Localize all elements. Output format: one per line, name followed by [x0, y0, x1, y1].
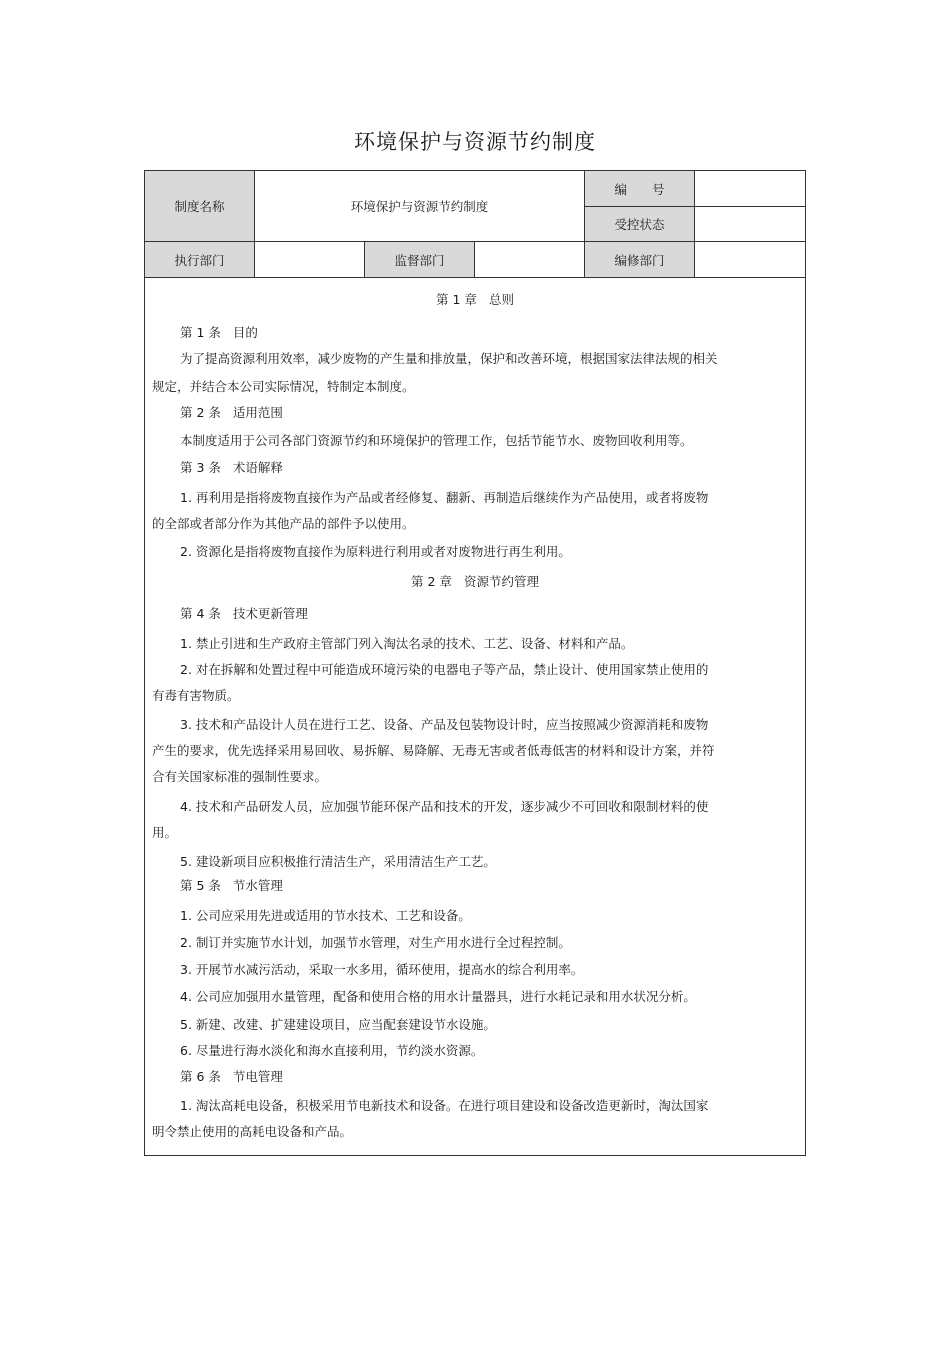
- paragraph-line: 3. 开展节水减污活动，采取一水多用，循环使用，提高水的综合利用率。: [180, 962, 584, 977]
- edit-dept-value[interactable]: [695, 242, 805, 278]
- paragraph-line: 2. 制订并实施节水计划，加强节水管理，对生产用水进行全过程控制。: [180, 935, 571, 950]
- paragraph-line: 2. 对在拆解和处置过程中可能造成环境污染的电器电子等产品，禁止设计、使用国家禁止使用的: [180, 662, 709, 677]
- paragraph-line: 产生的要求，优先选择采用易回收、易拆解、易降解、无毒无害或者低毒低害的材料和设计方案，并符: [152, 743, 715, 758]
- paragraph-line: 6. 尽量进行海水淡化和海水直接利用，节约淡水资源。: [180, 1043, 484, 1058]
- paragraph-line: 1. 公司应采用先进或适用的节水技术、工艺和设备。: [180, 908, 471, 923]
- paragraph-line: 4. 技术和产品研发人员，应加强节能环保产品和技术的开发，逐步减少不可回收和限制材料的使: [180, 799, 709, 814]
- paragraph-line: 5. 新建、改建、扩建建设项目，应当配套建设节水设施。: [180, 1017, 496, 1032]
- chapter-heading: 第 1 章 总则: [436, 292, 514, 307]
- supervise-dept-value[interactable]: [475, 242, 585, 278]
- supervise-dept-label: 监督部门: [365, 242, 475, 278]
- paragraph-line: 的全部或者部分作为其他产品的部件予以使用。: [152, 516, 415, 531]
- paragraph-line: 本制度适用于公司各部门资源节约和环境保护的管理工作，包括节能节水、废物回收利用等。: [180, 433, 693, 448]
- paragraph-line: 4. 公司应加强用水量管理，配备和使用合格的用水计量器具，进行水耗记录和用水状况分析。: [180, 989, 696, 1004]
- paragraph-line: 规定，并结合本公司实际情况，特制定本制度。: [152, 379, 415, 394]
- article-heading: 第 1 条 目的: [180, 325, 258, 340]
- article-heading: 第 5 条 节水管理: [180, 878, 283, 893]
- paragraph-line: 1. 禁止引进和生产政府主管部门列入淘汰名录的技术、工艺、设备、材料和产品。: [180, 636, 634, 651]
- document-title: 环境保护与资源节约制度: [354, 130, 596, 154]
- article-heading: 第 2 条 适用范围: [180, 405, 283, 420]
- paragraph-line: 用。: [152, 825, 178, 840]
- article-heading: 第 3 条 术语解释: [180, 460, 283, 475]
- paragraph-line: 2. 资源化是指将废物直接作为原料进行利用或者对废物进行再生利用。: [180, 544, 571, 559]
- article-heading: 第 6 条 节电管理: [180, 1069, 283, 1084]
- name-label: 制度名称: [145, 171, 255, 242]
- edit-dept-label: 编修部门: [585, 242, 695, 278]
- article-heading: 第 4 条 技术更新管理: [180, 606, 308, 621]
- exec-dept-value[interactable]: [255, 242, 365, 278]
- name-value: 环境保护与资源节约制度: [255, 171, 585, 242]
- exec-dept-label: 执行部门: [145, 242, 255, 278]
- paragraph-line: 有毒有害物质。: [152, 688, 240, 703]
- paragraph-line: 5. 建设新项目应积极推行清洁生产，采用清洁生产工艺。: [180, 854, 496, 869]
- paragraph-line: 1. 再利用是指将废物直接作为产品或者经修复、翻新、再制造后继续作为产品使用，或者将废物: [180, 490, 709, 505]
- control-status-value[interactable]: [695, 207, 805, 242]
- paragraph-line: 合有关国家标准的强制性要求。: [152, 769, 328, 784]
- paragraph-line: 为了提高资源利用效率，减少废物的产生量和排放量，保护和改善环境，根据国家法律法规的相关: [180, 351, 718, 366]
- paragraph-line: 1. 淘汰高耗电设备，积极采用节电新技术和设备。在进行项目建设和设备改造更新时，淘汰国家: [180, 1098, 709, 1113]
- number-label: 编 号: [585, 171, 695, 207]
- paragraph-line: 3. 技术和产品设计人员在进行工艺、设备、产品及包装物设计时，应当按照减少资源消耗和废物: [180, 717, 709, 732]
- number-value[interactable]: [695, 171, 805, 207]
- chapter-heading: 第 2 章 资源节约管理: [411, 574, 539, 589]
- paragraph-line: 明令禁止使用的高耗电设备和产品。: [152, 1124, 353, 1139]
- control-status-label: 受控状态: [585, 207, 695, 242]
